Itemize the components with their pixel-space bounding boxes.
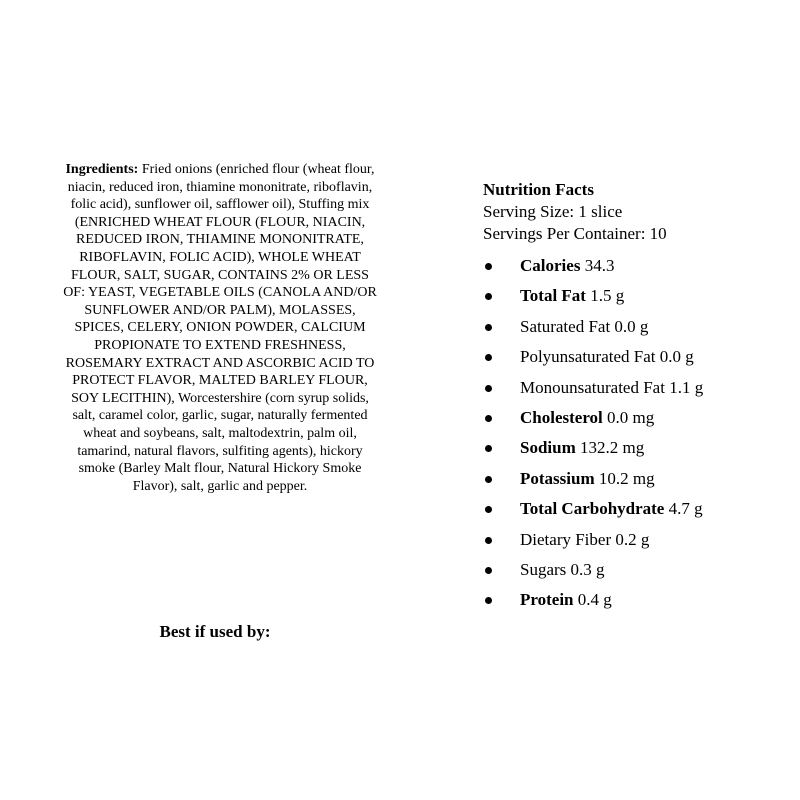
ingredients-paragraph <box>60 161 380 495</box>
nutrient-name: Dietary Fiber <box>520 529 612 549</box>
nutrient-value: 1.1 g <box>669 377 704 397</box>
nutrient-name: Cholesterol <box>520 407 603 427</box>
nutrient-item <box>483 525 783 555</box>
nutrient-list <box>483 251 783 616</box>
nutrient-item <box>483 373 783 403</box>
bullet-icon <box>485 354 492 361</box>
nutrient-item <box>483 433 783 463</box>
nutrient-item <box>483 281 783 311</box>
nutrient-name: Protein <box>520 590 574 610</box>
nutrient-value: 1.5 g <box>590 286 625 306</box>
nutrient-value: 34.3 <box>584 256 615 275</box>
nutrient-item <box>483 342 783 372</box>
nutrient-name: Total Carbohydrate <box>520 499 665 519</box>
nutrient-item <box>483 494 783 524</box>
bullet-icon <box>485 476 492 483</box>
nutrient-item <box>483 585 783 615</box>
nutrient-name: Total Fat <box>520 286 586 306</box>
servings-per-container: Servings Per Container: 10 <box>483 224 667 243</box>
nutrient-name: Monounsaturated Fat <box>520 377 665 397</box>
nutrient-item <box>483 312 783 342</box>
nutrient-value: 0.0 mg <box>607 407 655 427</box>
ingredients-text: Fried onions (enriched flour (wheat flour, niacin, reduced iron, thiamine mononitrate, riboflavin, folic acid), sunflower oil, safflower oil), Stuffing mix (ENRICHED WHEAT FLOUR (FLOUR, NIACIN, REDUCED IRON, THIAMINE MONONITRATE, RIBOFLAVIN, FOLIC ACID), WHOLE WHEAT FLOUR, SALT, SUGAR, CONTAINS 2% OR LESS OF: YEAST, VEGETABLE OILS (CANOLA AND/OR SUNFLOWER AND/OR PALM), MOLASSES, SPICES, CELERY, ONION POWDER, CALCIUM PROPIONATE TO EXTEND FRESHNESS, ROSEMARY EXTRACT AND ASCORBIC ACID TO PROTECT FLAVOR, MALTED BARLEY FLOUR, SOY LECITHIN), Worcestershire (corn syrup solids, salt, caramel color, garlic, sugar, naturally fermented wheat and soybeans, salt, maltodextrin, palm oil, tamarind, natural flavors, sulfiting agents), hickory smoke (Barley Malt flour, Natural Hickory Smoke Flavor), salt, garlic and pepper. <box>63 162 377 494</box>
nutrient-name: Sodium <box>520 438 576 458</box>
bullet-icon <box>485 415 492 422</box>
bullet-icon <box>485 293 492 300</box>
nutrient-value: 0.2 g <box>615 529 650 549</box>
ingredients-label: Ingredients: <box>65 162 139 177</box>
nutrient-item <box>483 555 783 585</box>
best-if-used-by-label: Best if used by: <box>159 622 271 641</box>
nutrition-facts-title: Nutrition Facts <box>483 180 594 199</box>
nutrient-value: 10.2 mg <box>598 468 655 488</box>
nutrient-item <box>483 251 783 281</box>
nutrient-value: 132.2 mg <box>580 438 645 458</box>
nutrient-name: Calories <box>520 256 581 275</box>
nutrient-value: 0.4 g <box>577 590 612 610</box>
nutrition-facts-panel <box>483 179 783 616</box>
nutrient-name: Potassium <box>520 468 595 488</box>
nutrient-name: Sugars <box>520 559 567 579</box>
nutrient-name: Saturated Fat <box>520 316 611 336</box>
bullet-icon <box>485 324 492 331</box>
nutrient-value: 0.3 g <box>570 559 605 579</box>
nutrient-value: 4.7 g <box>668 499 703 519</box>
nutrient-value: 0.0 g <box>614 316 649 336</box>
serving-size: Serving Size: 1 slice <box>483 202 623 221</box>
bullet-icon <box>485 385 492 392</box>
nutrient-name: Polyunsaturated Fat <box>520 347 656 367</box>
bullet-icon <box>485 506 492 513</box>
nutrient-item <box>483 464 783 494</box>
bullet-icon <box>485 567 492 574</box>
nutrient-item <box>483 403 783 433</box>
bullet-icon <box>485 537 492 544</box>
nutrient-value: 0.0 g <box>659 347 694 367</box>
bullet-icon <box>485 445 492 452</box>
bullet-icon <box>485 263 492 270</box>
bullet-icon <box>485 597 492 604</box>
